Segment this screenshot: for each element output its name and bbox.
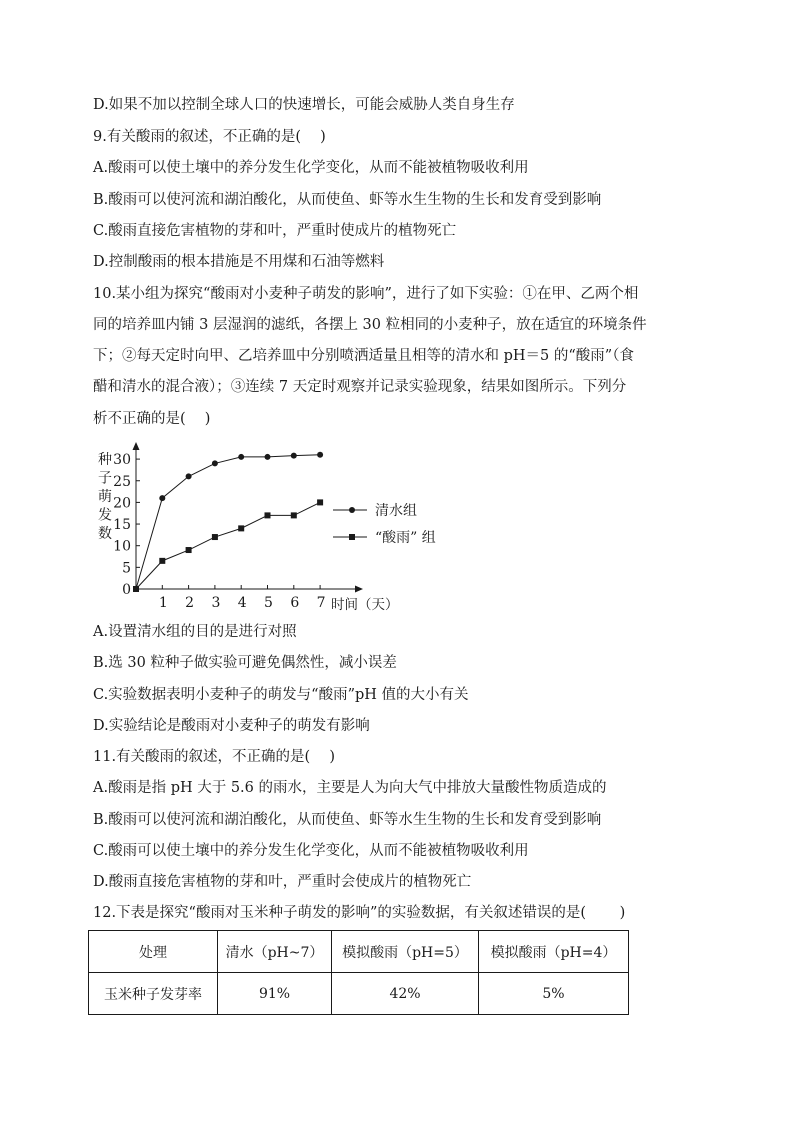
x-tick-label: 4: [237, 595, 247, 611]
y-axis-label-char: 子: [98, 470, 112, 487]
x-axis-arrow: [355, 586, 363, 593]
x-tick-label: 1: [158, 595, 168, 611]
option-9c: C.酸雨直接危害植物的芽和叶，严重时使成片的植物死亡: [93, 223, 457, 239]
option-11b: B.酸雨可以使河流和湖泊酸化，从而使鱼、虾等水生生物的生长和发育受到影响: [93, 812, 602, 828]
question-10-cont: 下；②每天定时向甲、乙培养皿中分别喷洒适量且相等的清水和 pH＝5 的“酸雨”（食: [93, 348, 634, 364]
y-tick-label: 5: [122, 560, 131, 577]
table-cell: 玉米种子发芽率: [89, 973, 218, 1015]
y-axis-label-char: 数: [98, 526, 112, 542]
question-10-cont: 同的培养皿内铺 3 层湿润的滤纸，各摆上 30 粒相同的小麦种子，放在适宜的环境条件: [93, 317, 647, 333]
data-point-circle: [291, 453, 297, 459]
table-cell: 91%: [218, 973, 332, 1015]
data-point-square: [186, 547, 192, 553]
x-tick-label: 5: [264, 595, 273, 611]
data-table: [88, 930, 629, 1015]
data-point-square: [159, 558, 165, 564]
y-tick-label: 20: [113, 495, 131, 512]
data-point-circle: [159, 495, 165, 501]
x-axis-label: 时间（天）: [331, 597, 399, 613]
question-10: 10.某小组为探究“酸雨对小麦种子萌发的影响”，进行了如下实验：①在甲、乙两个相: [93, 286, 639, 302]
legend-label: “酸雨” 组: [375, 530, 436, 546]
option-10a: A.设置清水组的目的是进行对照: [93, 624, 297, 640]
legend-marker-square: [349, 534, 355, 540]
data-point-circle: [265, 454, 271, 460]
table-cell: 42%: [332, 973, 479, 1015]
option-9b: B.酸雨可以使河流和湖泊酸化，从而使鱼、虾等水生生物的生长和发育受到影响: [93, 192, 602, 208]
table-cell: 5%: [479, 973, 629, 1015]
data-point-square: [291, 512, 297, 518]
legend-marker-circle: [349, 507, 355, 513]
data-point-square: [212, 534, 218, 540]
question-11: 11.有关酸雨的叙述，不正确的是( ): [93, 749, 335, 765]
table-header-cell: 模拟酸雨（pH=4）: [479, 931, 629, 973]
y-tick-label: 25: [113, 473, 131, 490]
germination-chart: [85, 440, 445, 615]
y-tick-label: 30: [113, 452, 131, 469]
data-point-square: [265, 512, 271, 518]
data-point-square: [133, 586, 139, 592]
question-9: 9.有关酸雨的叙述，不正确的是( ): [93, 129, 326, 145]
option-11d: D.酸雨直接危害植物的芽和叶，严重时会使成片的植物死亡: [93, 874, 472, 890]
y-axis-label-char: 萌: [98, 489, 112, 505]
x-tick-label: 6: [290, 595, 300, 611]
table-header-cell: 模拟酸雨（pH=5）: [332, 931, 479, 973]
option-10d: D.实验结论是酸雨对小麦种子的萌发有影响: [93, 718, 370, 734]
data-point-circle: [317, 452, 323, 458]
y-tick-label: 15: [113, 517, 131, 534]
x-tick-label: 3: [211, 595, 221, 611]
question-10-cont: 醋和清水的混合液）；③连续 7 天定时观察并记录实验现象，结果如图所示。下列分: [93, 379, 627, 395]
option-10c: C.实验数据表明小麦种子的萌发与“酸雨”pH 值的大小有关: [93, 687, 469, 703]
data-point-circle: [212, 460, 218, 466]
option-9d: D.控制酸雨的根本措施是不用煤和石油等燃料: [93, 254, 385, 270]
data-point-circle: [186, 473, 192, 479]
option-11c: C.酸雨可以使土壤中的养分发生化学变化，从而不能被植物吸收利用: [93, 843, 529, 859]
data-point-square: [317, 499, 323, 505]
x-tick-label: 2: [185, 595, 195, 611]
option-11a: A.酸雨是指 pH 大于 5.6 的雨水，主要是人为向大气中排放大量酸性物质造成的: [93, 780, 607, 796]
table-row: [89, 973, 629, 1015]
x-tick-label: 7: [316, 595, 326, 611]
option-10b: B.选 30 粒种子做实验可避免偶然性，减小误差: [93, 655, 397, 671]
series-line: [136, 455, 320, 589]
data-point-circle: [238, 454, 244, 460]
y-axis-label-char: 发: [98, 507, 112, 524]
y-axis-arrow: [133, 442, 140, 450]
table-header-row: [89, 931, 629, 973]
y-tick-label: 0: [122, 582, 131, 598]
y-axis-label-char: 种: [98, 452, 112, 468]
y-tick-label: 10: [113, 538, 131, 555]
table-header-cell: 清水（pH~7）: [218, 931, 332, 973]
question-10-cont: 析不正确的是( ): [93, 411, 211, 427]
text-line: D.如果不加以控制全球人口的快速增长，可能会威胁人类自身生存: [93, 97, 515, 113]
question-12: 12.下表是探究“酸雨对玉米种子萌发的影响”的实验数据，有关叙述错误的是( ): [93, 905, 626, 921]
table-header-cell: 处理: [89, 931, 218, 973]
option-9a: A.酸雨可以使土壤中的养分发生化学变化，从而不能被植物吸收利用: [93, 160, 529, 176]
data-point-square: [238, 525, 244, 531]
legend-label: 清水组: [375, 503, 417, 519]
